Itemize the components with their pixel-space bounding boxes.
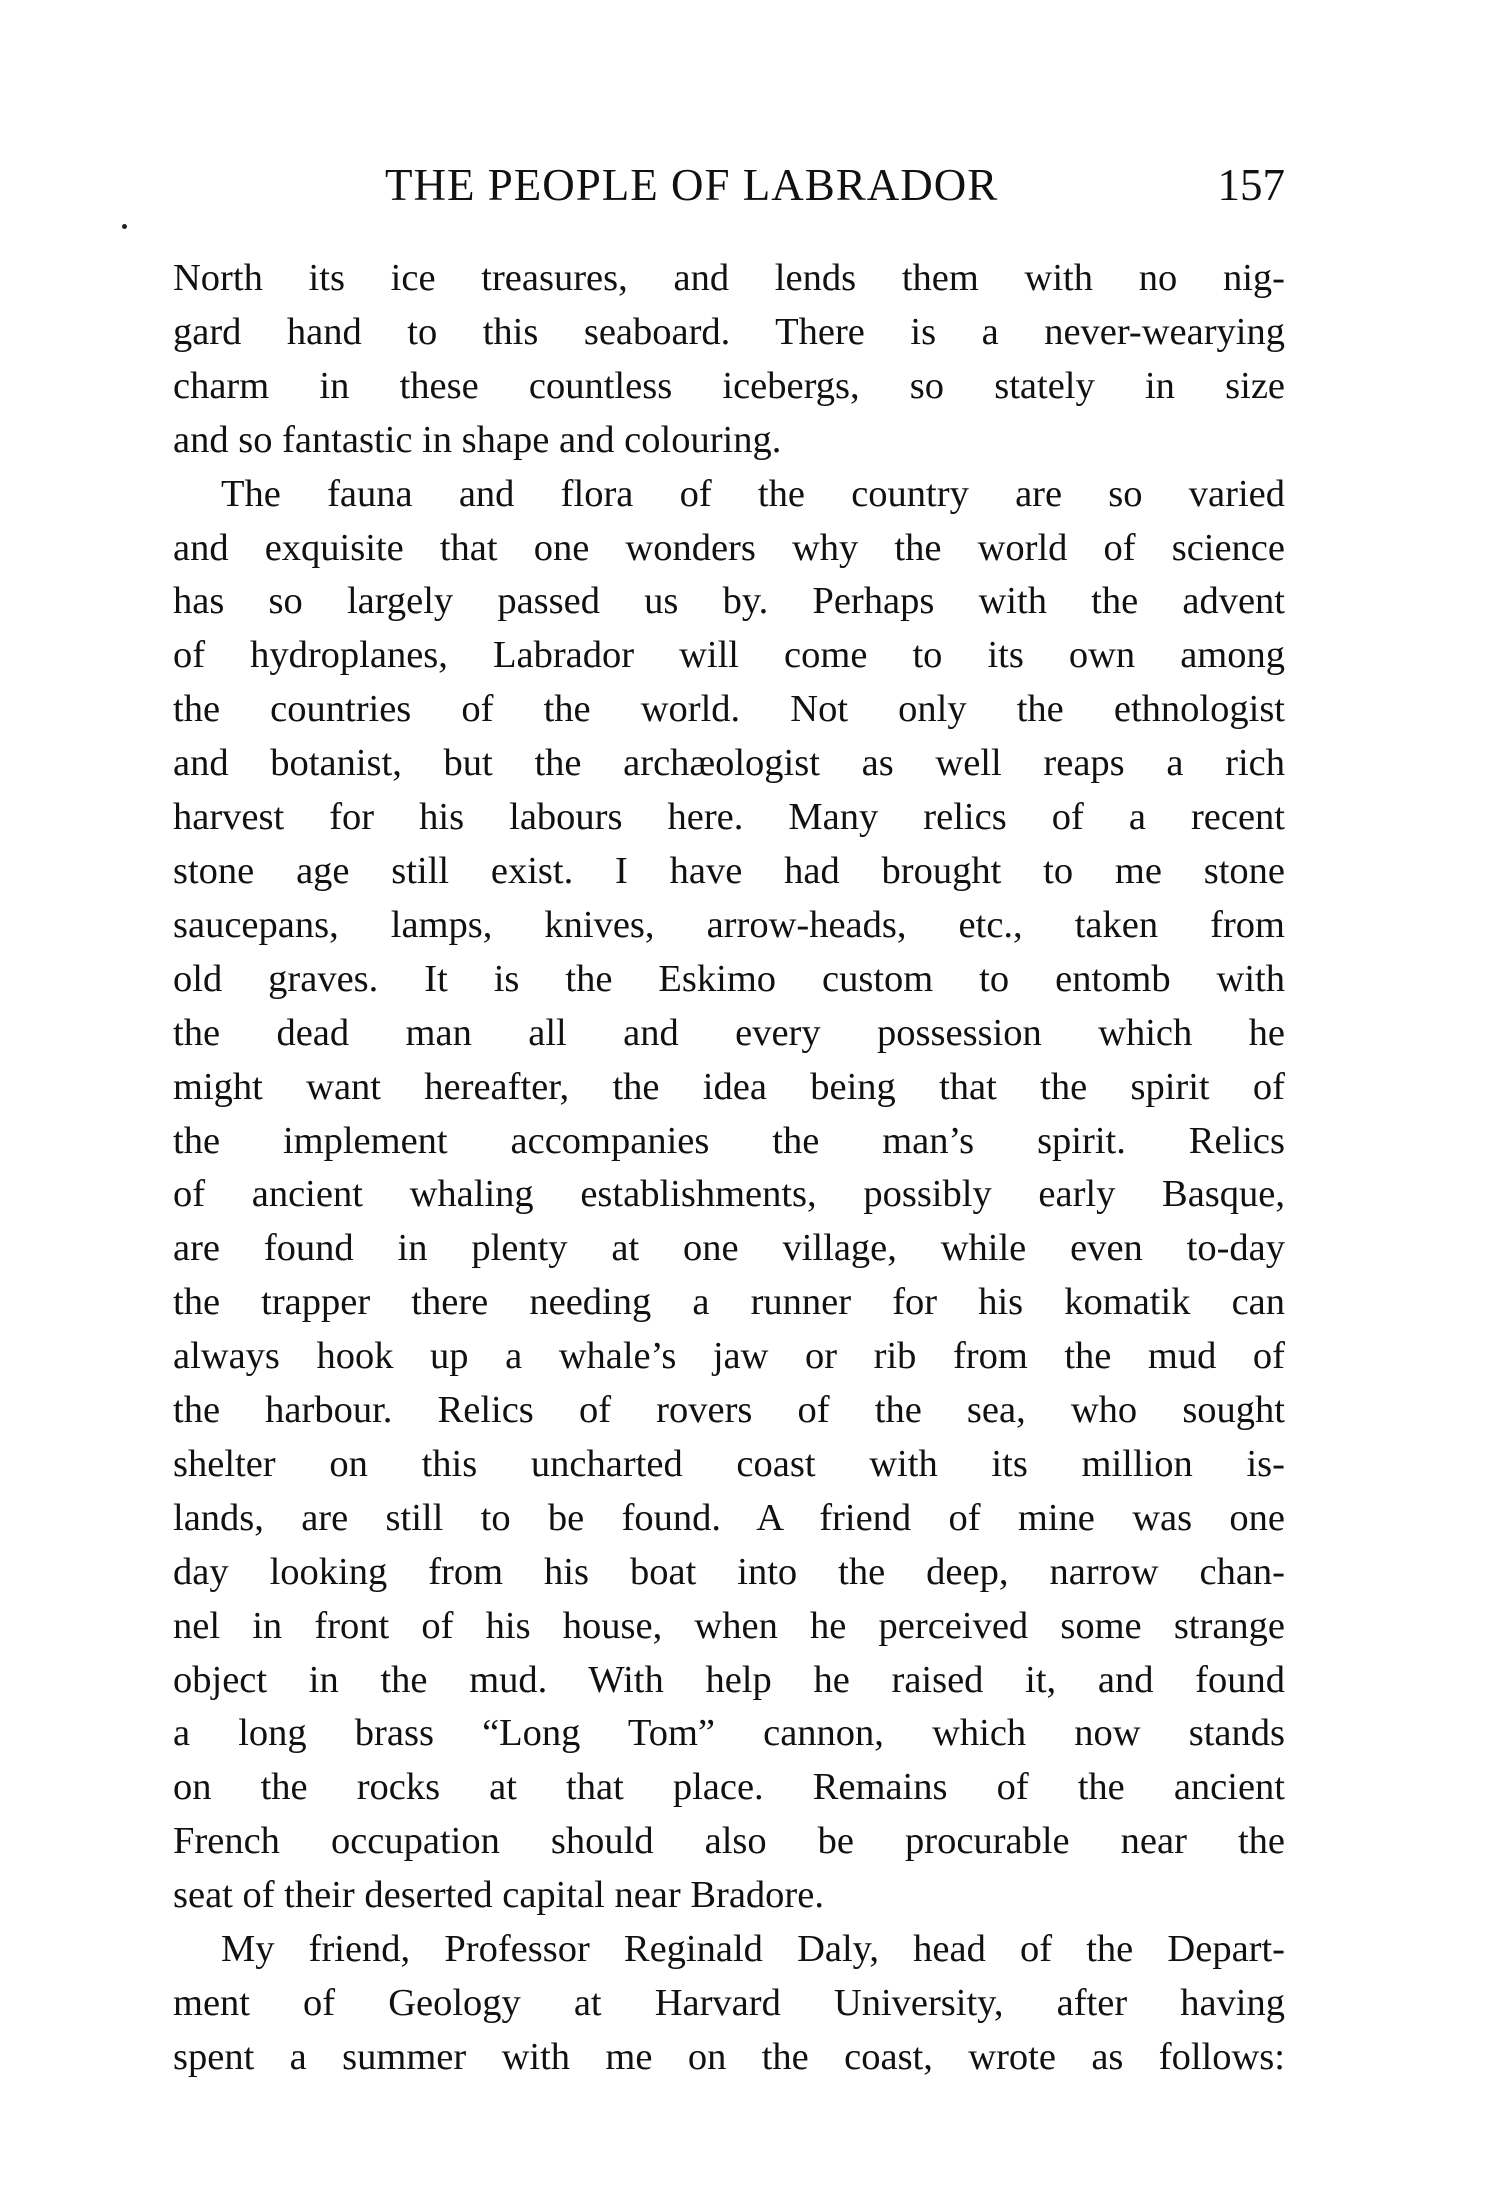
text-line: and so fantastic in shape and colouring. — [173, 418, 782, 461]
text-line: might want hereafter, the idea being that the spirit of — [173, 1065, 1285, 1108]
text-line: nel in front of his house, when he perceived some strange — [173, 1604, 1285, 1647]
paragraph-2 — [173, 468, 1285, 1923]
text-line: day looking from his boat into the deep, narrow chan- — [173, 1550, 1285, 1593]
text-line: and exquisite that one wonders why the world of science — [173, 526, 1285, 569]
text-line: the trapper there needing a runner for his komatik can — [173, 1281, 1285, 1324]
page-number: 157 — [1217, 160, 1285, 210]
text-line: My friend, Professor Reginald Daly, head of the Depart- — [221, 1928, 1285, 1971]
text-line: object in the mud. With help he raised it, and found — [173, 1658, 1285, 1701]
text-line: the countries of the world. Not only the ethnologist — [173, 688, 1285, 731]
body-text — [173, 252, 1285, 2085]
text-line: lands, are still to be found. A friend of mine was one — [173, 1496, 1285, 1539]
text-line: of hydroplanes, Labrador will come to its own among — [173, 634, 1285, 677]
text-line: the implement accompanies the man’s spirit. Relics — [173, 1119, 1285, 1162]
text-line: old graves. It is the Eskimo custom to entomb with — [173, 957, 1285, 1000]
text-line: ment of Geology at Harvard University, after having — [173, 1982, 1285, 2024]
text-line: French occupation should also be procurable near the — [173, 1820, 1285, 1863]
text-line: charm in these countless icebergs, so stately in size — [173, 364, 1285, 407]
running-title: THE PEOPLE OF LABRADOR — [385, 160, 999, 210]
text-line: always hook up a whale’s jaw or rib from the mud of — [173, 1335, 1285, 1378]
text-line: the dead man all and every possession which he — [173, 1011, 1285, 1054]
text-line: a long brass “Long Tom” cannon, which now stands — [173, 1712, 1285, 1755]
text-line: are found in plenty at one village, while even to-day — [173, 1227, 1285, 1270]
paragraph-1 — [173, 252, 1285, 468]
text-line: stone age still exist. I have had brought to me stone — [173, 849, 1285, 892]
page-header — [170, 155, 1285, 225]
text-line: has so largely passed us by. Perhaps with the advent — [173, 580, 1285, 623]
text-line: The fauna and flora of the country are so varied — [221, 472, 1285, 515]
text-line: shelter on this uncharted coast with its million is- — [173, 1442, 1285, 1485]
text-line: harvest for his labours here. Many relics of a recent — [173, 796, 1285, 839]
text-line: the harbour. Relics of rovers of the sea, who sought — [173, 1389, 1285, 1432]
text-line: and botanist, but the archæologist as well reaps a rich — [173, 742, 1285, 785]
print-speck — [122, 224, 127, 229]
text-line: saucepans, lamps, knives, arrow-heads, etc., taken from — [173, 903, 1285, 946]
text-line: spent a summer with me on the coast, wrote as follows: — [173, 2035, 1285, 2078]
text-line: on the rocks at that place. Remains of the ancient — [173, 1766, 1285, 1809]
text-line: gard hand to this seaboard. There is a never-wearying — [173, 310, 1285, 353]
text-line: of ancient whaling establishments, possibly early Basque, — [173, 1173, 1285, 1216]
text-line: seat of their deserted capital near Bradore. — [173, 1874, 824, 1917]
text-line: North its ice treasures, and lends them with no nig- — [173, 257, 1285, 299]
paragraph-3 — [173, 1923, 1285, 2085]
